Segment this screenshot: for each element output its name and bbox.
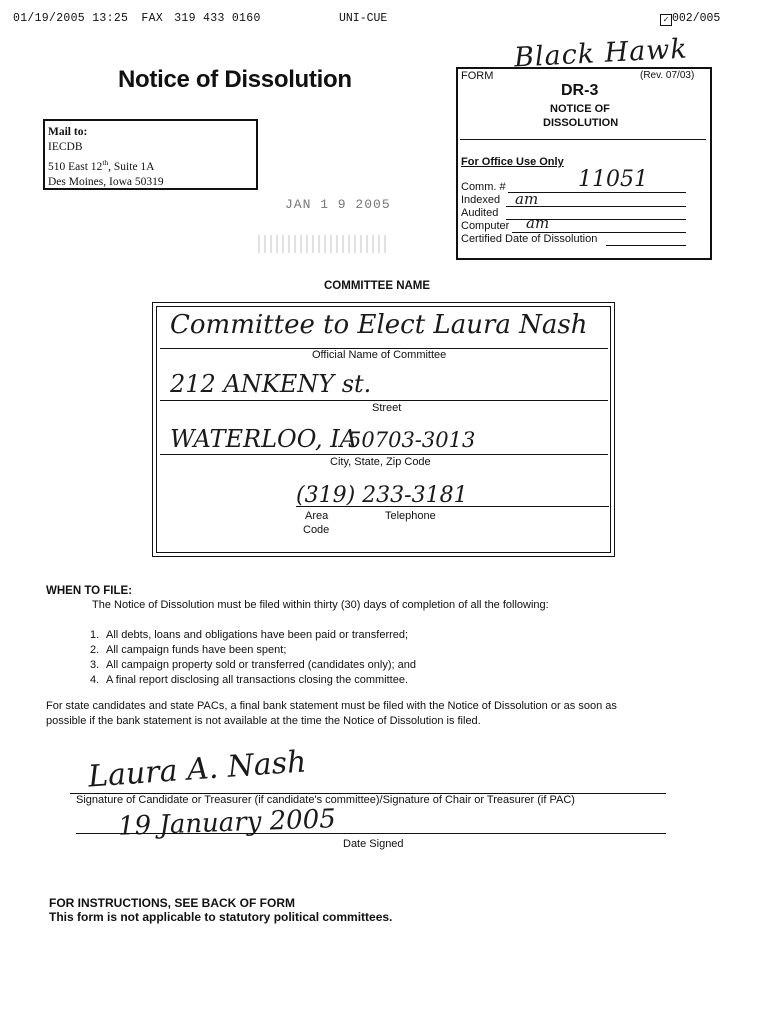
committee-city-value: WATERLOO, IA: [170, 425, 358, 453]
list-item: [90, 628, 416, 643]
when-to-file-heading: WHEN TO FILE:: [46, 585, 133, 597]
bank-note-line-1: For state candidates and state PACs, a final bank statement must be filed with the Notice of Dissolution or as soon as: [46, 700, 617, 712]
computer-label: Computer: [461, 220, 510, 232]
list-item: [90, 673, 416, 688]
indexed-line: [506, 206, 686, 207]
form-subtitle-2: DISSOLUTION: [543, 117, 619, 129]
signature-value: Laura A. Nash: [87, 744, 308, 795]
when-to-file-intro: The Notice of Dissolution must be filed within thirty (30) days of completion of all the following:: [92, 599, 549, 611]
committee-city-line: [160, 454, 608, 455]
date-signed-label: Date Signed: [343, 838, 404, 850]
audited-label: Audited: [461, 207, 499, 219]
fax-sender: UNI-CUE: [339, 12, 388, 25]
fax-header: [13, 12, 261, 25]
list-item-number: 4.: [90, 674, 100, 686]
date-signed-value: 19 January 2005: [117, 804, 337, 842]
telephone-label: Telephone: [385, 510, 436, 522]
footer-not-applicable: This form is not applicable to statutory political committees.: [49, 910, 393, 924]
form-subtitle-1: NOTICE OF: [550, 103, 610, 115]
form-id: DR-3: [561, 82, 599, 99]
signature-label: Signature of Candidate or Treasurer (if candidate's committee)/Signature of Chair or Treasurer (if PAC): [76, 794, 575, 806]
committee-zip-value: 50703-3013: [348, 428, 476, 452]
requirements-list: [90, 628, 416, 688]
form-rev: (Rev. 07/03): [640, 70, 695, 81]
committee-street-line: [160, 400, 608, 401]
fax-page: [660, 12, 720, 26]
list-item-number: 1.: [90, 629, 100, 641]
area-label: Area: [305, 510, 329, 522]
committee-phone-line: [296, 506, 609, 507]
received-stamp: JAN 1 9 2005: [285, 197, 391, 212]
handwritten-county: Black Hawk: [513, 33, 689, 74]
page-title: Notice of Dissolution: [118, 66, 352, 93]
committee-city-label: City, State, Zip Code: [330, 456, 431, 468]
indexed-label: Indexed: [461, 194, 501, 206]
comm-value: 11051: [578, 167, 648, 192]
fax-check-icon: ✓: [660, 14, 672, 26]
list-item-text: All campaign property sold or transferred (candidates only); and: [106, 659, 416, 671]
comm-label: Comm. #: [461, 181, 506, 193]
mail-to-street-sup: th: [102, 158, 109, 167]
list-item: [90, 658, 416, 673]
code-label: Code: [303, 524, 330, 536]
committee-heading: COMMITTEE NAME: [324, 280, 431, 292]
mail-to-box: [43, 119, 258, 190]
fax-number: 319 433 0160: [174, 12, 261, 25]
office-use-heading: For Office Use Only: [461, 156, 564, 168]
form-box-divider: [460, 139, 706, 140]
bank-statement-note: [46, 699, 617, 729]
mail-to-street-post: , Suite 1A: [108, 160, 155, 173]
list-item-number: 2.: [90, 644, 100, 656]
mail-to-label: Mail to:: [48, 126, 88, 138]
footer-instructions: FOR INSTRUCTIONS, SEE BACK OF FORM: [49, 896, 295, 910]
computer-value: am: [526, 214, 550, 232]
list-item: [90, 643, 416, 658]
fax-datetime: 01/19/2005 13:25: [13, 12, 129, 25]
committee-street-value: 212 ANKENY st.: [170, 370, 372, 398]
certified-label: Certified Date of Dissolution: [461, 233, 598, 245]
fax-label: FAX: [141, 12, 164, 25]
list-item-text: A final report disclosing all transactions closing the committee.: [106, 674, 409, 686]
form-label: FORM: [461, 70, 494, 82]
mail-to-org: IECDB: [48, 141, 83, 153]
committee-phone-value: (319) 233-3181: [296, 483, 468, 508]
date-signed-line: [76, 833, 666, 834]
list-item-text: All debts, loans and obligations have been paid or transferred;: [106, 629, 409, 641]
mail-to-city: Des Moines, Iowa 50319: [48, 175, 164, 188]
list-item-text: All campaign funds have been spent;: [106, 644, 287, 656]
list-item-number: 3.: [90, 659, 100, 671]
certified-line: [606, 245, 686, 246]
mail-to-street: [48, 155, 256, 175]
stamp-smudge: [258, 235, 388, 253]
bank-note-line-2: possible if the bank statement is not available at the time the Notice of Dissolution is filed.: [46, 715, 481, 727]
indexed-value: am: [515, 190, 539, 208]
committee-name-value: Committee to Elect Laura Nash: [170, 310, 588, 340]
committee-name-label: Official Name of Committee: [312, 349, 447, 361]
fax-page-number: 002/005: [672, 12, 721, 25]
mail-to-street-pre: 510 East 12: [48, 160, 103, 173]
committee-street-label: Street: [372, 402, 402, 414]
